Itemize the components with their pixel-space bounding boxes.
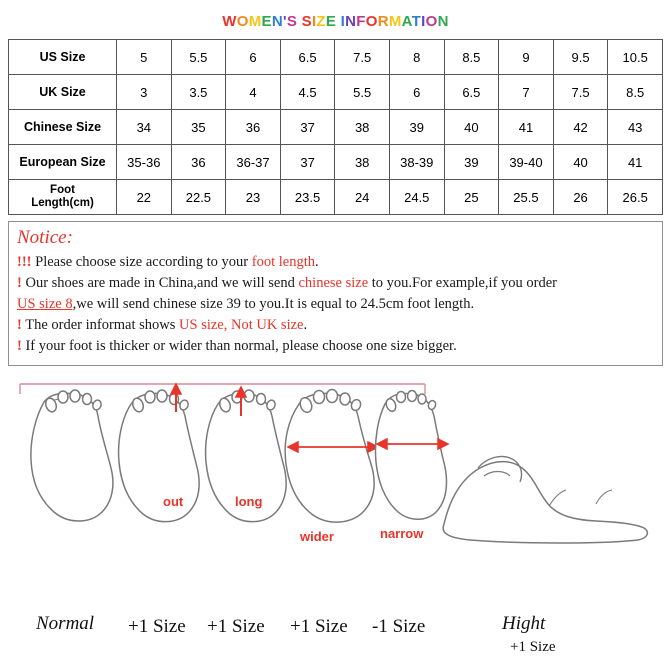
notice-text: to you.For example,if you order [368,275,558,292]
diagram-annotation: long [235,494,263,509]
title-char-10: Z [316,13,326,30]
row-header-line: European Size [19,155,106,169]
notice-line [17,294,654,315]
diagram-caption: Normal [36,613,95,634]
notice-heading: Notice: [17,227,73,248]
notice-text: If your foot is thicker or wider than normal, please choose one size bigger. [21,338,457,355]
title-char-17: R [377,13,389,30]
title-char-11: E [325,13,337,30]
notice-text: . [314,254,319,270]
notice-bullet: !!! [17,254,32,270]
table-cell: 8 [389,40,444,75]
title-char-20: T [411,13,422,30]
table-cell: 42 [553,110,608,145]
table-cell: 35 [171,110,226,145]
table-cell: 34 [117,110,172,145]
diagram-caption: +1 Size [290,616,348,637]
title-char-0: W [222,13,237,30]
row-header-line: Length(cm) [31,197,94,209]
size-table-wrapper [0,39,671,215]
diagram-caption: +1 Size [128,616,186,637]
diagram-annotation: narrow [380,526,424,541]
row-header-line: Chinese Size [23,120,102,134]
title-char-21: I [421,13,426,30]
table-cell: 39-40 [499,145,554,180]
title-char-13: I [340,13,346,30]
title-char-5: ' [282,13,287,30]
table-cell: 8.5 [444,40,499,75]
foot-outline-narrow [375,391,448,520]
title-char-1: O [236,13,249,30]
table-cell: 23 [226,180,281,215]
table-row [9,40,663,75]
row-header-line: US Size [39,50,86,64]
table-cell: 41 [499,110,554,145]
notice-line [17,273,654,294]
table-cell: 7 [499,75,554,110]
table-row [9,145,663,180]
title-char-23: N [437,13,449,30]
row-header [9,145,117,180]
notice-box [8,221,663,366]
table-cell: 9.5 [553,40,608,75]
table-cell: 4.5 [280,75,335,110]
title-char-6: S [286,13,298,30]
title-char-2: M [248,13,262,30]
title-char-3: E [261,13,272,30]
notice-line [17,336,654,357]
table-row [9,75,663,110]
notice-line [17,252,654,273]
table-cell: 22.5 [171,180,226,215]
table-cell: 39 [389,110,444,145]
diagram-caption: +1 Size [207,616,265,637]
table-cell: 38 [335,110,390,145]
table-cell: 25.5 [499,180,554,215]
diagram-caption-sub: +1 Size [510,639,556,655]
diagram-annotation: wider [300,529,334,544]
table-cell: 6 [226,40,281,75]
row-header [9,40,117,75]
table-cell: 35-36 [117,145,172,180]
notice-lines [17,252,654,357]
table-cell: 6 [389,75,444,110]
foot-outline-wider [285,390,378,523]
notice-bullet: ! [17,338,22,355]
row-header [9,75,117,110]
diagram-caption: Hight [502,613,546,634]
foot-outline-side-height [443,457,647,544]
title-char-4: N [271,13,283,30]
foot-diagram-svg [0,372,671,572]
notice-text: . [303,317,308,334]
title-char-19: A [401,13,412,30]
table-cell: 38 [335,145,390,180]
table-cell: 38-39 [389,145,444,180]
table-cell: 26 [553,180,608,215]
notice-text: chinese size [298,275,369,292]
size-table [8,39,663,215]
foot-outline-normal [31,390,113,521]
table-cell: 5 [117,40,172,75]
table-cell: 8.5 [608,75,663,110]
table-cell: 7.5 [553,75,608,110]
table-cell: 43 [608,110,663,145]
diagram-annotation: out [163,494,184,509]
table-row [9,180,663,215]
table-cell: 5.5 [171,40,226,75]
notice-text: Please choose size according to your [31,254,252,270]
table-cell: 37 [280,145,335,180]
table-cell: 6.5 [444,75,499,110]
row-header [9,110,117,145]
table-cell: 22 [117,180,172,215]
table-cell: 39 [444,145,499,180]
table-cell: 40 [444,110,499,145]
table-cell: 24 [335,180,390,215]
foot-outline-group [31,384,647,543]
page-title [0,0,671,39]
table-cell: 7.5 [335,40,390,75]
foot-outline-out [119,384,200,522]
notice-text: ,we will send chinese size 39 to you.It is equal to 24.5cm foot length. [72,296,475,313]
foot-diagram [0,372,671,655]
title-char-16: O [365,13,378,30]
title-char-14: N [345,13,357,30]
title-char-15: F [356,13,366,30]
notice-text: US size 8 [17,296,73,313]
title-char-9: I [311,13,317,30]
table-cell: 36 [226,110,281,145]
table-cell: 9 [499,40,554,75]
row-header [9,180,117,215]
title-char-8: S [301,13,312,30]
table-cell: 24.5 [389,180,444,215]
table-cell: 4 [226,75,281,110]
table-cell: 10.5 [608,40,663,75]
diagram-caption: -1 Size [372,616,426,637]
title-char-22: O [425,13,438,30]
table-cell: 23.5 [280,180,335,215]
table-cell: 26.5 [608,180,663,215]
table-cell: 6.5 [280,40,335,75]
title-char-18: M [388,13,402,30]
row-header-line: UK Size [39,85,86,99]
table-cell: 40 [553,145,608,180]
table-cell: 3.5 [171,75,226,110]
table-cell: 25 [444,180,499,215]
table-cell: 5.5 [335,75,390,110]
notice-text: US size, Not UK size [179,317,304,334]
table-cell: 36-37 [226,145,281,180]
table-row [9,110,663,145]
table-cell: 36 [171,145,226,180]
page-title-text [222,13,448,30]
notice-bullet: ! [17,317,22,334]
notice-bullet: ! [17,275,22,292]
table-cell: 37 [280,110,335,145]
notice-text: The order informat shows [21,317,180,334]
table-cell: 3 [117,75,172,110]
notice-text: foot length [251,254,315,270]
notice-line [17,315,654,336]
table-cell: 41 [608,145,663,180]
notice-text: Our shoes are made in China,and we will send [21,275,299,292]
row-header-line: Foot [50,183,75,196]
